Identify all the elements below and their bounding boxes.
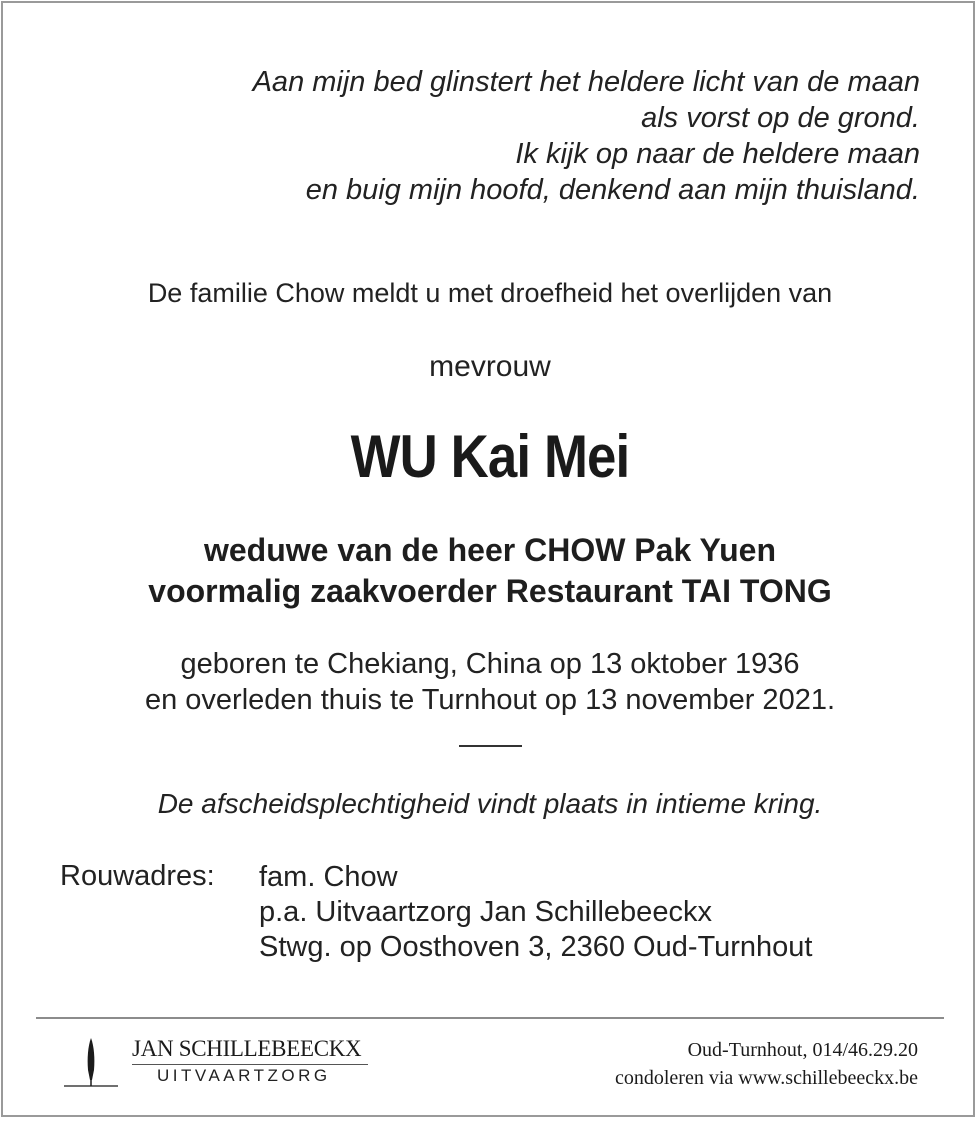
poem-line: Ik kijk op naar de heldere maan <box>515 138 920 170</box>
address-line: Stwg. op Oosthoven 3, 2360 Oud-Turnhout <box>259 931 813 963</box>
contact-website: condoleren via www.schillebeeckx.be <box>614 1067 918 1089</box>
logo-name: JAN SCHILLEBEECKX <box>132 1036 362 1061</box>
address-line: fam. Chow <box>259 861 398 893</box>
poem <box>253 64 920 208</box>
poem-line: en buig mijn hoofd, denkend aan mijn thuisland. <box>305 174 920 206</box>
subtitle <box>0 530 980 612</box>
deceased-name: WU Kai Mei <box>350 423 630 490</box>
footer-rule <box>36 1017 944 1019</box>
address-label: Rouwadres: <box>60 860 215 892</box>
subtitle-occupation: voormalig zaakvoerder Restaurant TAI TONG <box>148 573 832 609</box>
life-dates <box>0 646 980 718</box>
logo-subtitle: UITVAARTZORG <box>157 1066 331 1085</box>
contact-phone: Oud-Turnhout, 014/46.29.20 <box>687 1039 918 1061</box>
mourning-address <box>259 860 813 965</box>
poem-line: Aan mijn bed glinstert het heldere licht van de maan <box>252 66 920 98</box>
funeral-home-logo <box>62 1036 372 1092</box>
death-line: en overleden thuis te Turnhout op 13 november 2021. <box>144 684 836 716</box>
announcement: De familie Chow meldt u met droefheid het overlijden van <box>147 278 833 308</box>
ceremony-note: De afscheidsplechtigheid vindt plaats in intieme kring. <box>157 788 823 819</box>
birth-line: geboren te Chekiang, China op 13 oktober 1936 <box>180 648 800 680</box>
address-line: p.a. Uitvaartzorg Jan Schillebeeckx <box>259 896 712 928</box>
divider <box>459 745 522 747</box>
subtitle-spouse: weduwe van de heer CHOW Pak Yuen <box>203 532 777 568</box>
poem-line: als vorst op de grond. <box>641 102 920 134</box>
logo-rule <box>132 1064 368 1065</box>
contact-info <box>615 1036 918 1092</box>
honorific: mevrouw <box>429 350 551 383</box>
cypress-tree-icon <box>62 1036 122 1088</box>
